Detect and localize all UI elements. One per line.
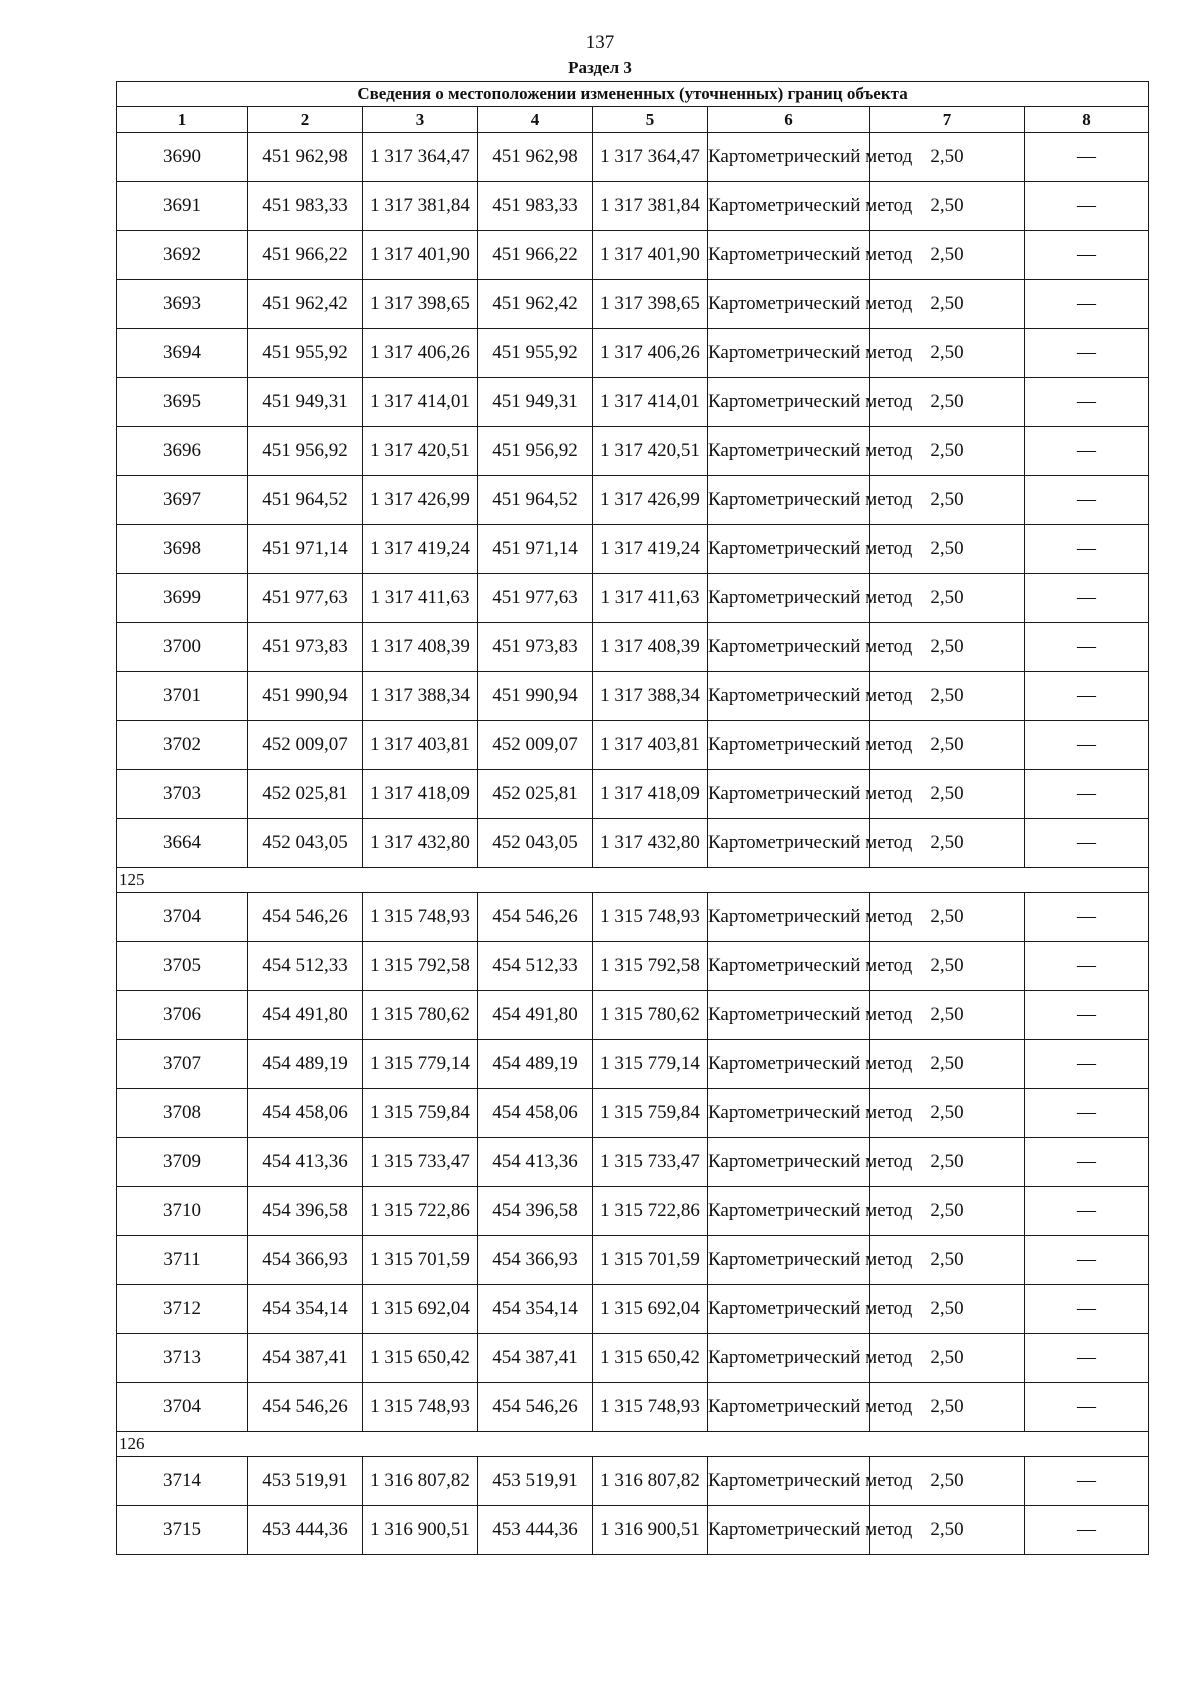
- contour-label: 125: [117, 868, 1149, 893]
- precision-cell: 2,50: [870, 525, 1025, 574]
- y-new-cell: 1 315 692,04: [593, 1285, 708, 1334]
- table-row: [117, 1187, 1149, 1236]
- y-new-cell: 1 317 418,09: [593, 770, 708, 819]
- column-header: 1: [117, 107, 248, 133]
- description-cell: —: [1025, 1187, 1149, 1236]
- x-old-cell: 453 519,91: [248, 1457, 363, 1506]
- x-old-cell: 452 025,81: [248, 770, 363, 819]
- y-new-cell: 1 315 748,93: [593, 1383, 708, 1432]
- precision-cell: 2,50: [870, 1138, 1025, 1187]
- method-cell: Картометрический метод: [708, 231, 870, 280]
- description-cell: —: [1025, 574, 1149, 623]
- table-row: [117, 1089, 1149, 1138]
- method-cell: Картометрический метод: [708, 942, 870, 991]
- description-cell: —: [1025, 1089, 1149, 1138]
- method-cell: Картометрический метод: [708, 893, 870, 942]
- point-number-cell: 3715: [117, 1506, 248, 1555]
- method-cell: Картометрический метод: [708, 991, 870, 1040]
- table-row: [117, 378, 1149, 427]
- point-number-cell: 3701: [117, 672, 248, 721]
- y-old-cell: 1 317 398,65: [363, 280, 478, 329]
- y-new-cell: 1 317 426,99: [593, 476, 708, 525]
- column-header: 5: [593, 107, 708, 133]
- precision-cell: 2,50: [870, 574, 1025, 623]
- precision-cell: 2,50: [870, 133, 1025, 182]
- description-cell: —: [1025, 623, 1149, 672]
- y-new-cell: 1 317 419,24: [593, 525, 708, 574]
- method-cell: Картометрический метод: [708, 1236, 870, 1285]
- precision-cell: 2,50: [870, 893, 1025, 942]
- x-old-cell: 454 491,80: [248, 991, 363, 1040]
- x-new-cell: 451 971,14: [478, 525, 593, 574]
- method-cell: Картометрический метод: [708, 1334, 870, 1383]
- point-number-cell: 3708: [117, 1089, 248, 1138]
- table-row: [117, 942, 1149, 991]
- x-new-cell: 454 489,19: [478, 1040, 593, 1089]
- y-old-cell: 1 317 419,24: [363, 525, 478, 574]
- table-row: [117, 231, 1149, 280]
- x-old-cell: 454 512,33: [248, 942, 363, 991]
- method-cell: Картометрический метод: [708, 574, 870, 623]
- y-old-cell: 1 317 420,51: [363, 427, 478, 476]
- x-new-cell: 451 955,92: [478, 329, 593, 378]
- x-new-cell: 453 444,36: [478, 1506, 593, 1555]
- column-header: 7: [870, 107, 1025, 133]
- table-row: [117, 1334, 1149, 1383]
- table-row: [117, 819, 1149, 868]
- method-cell: Картометрический метод: [708, 1089, 870, 1138]
- column-header: 4: [478, 107, 593, 133]
- x-new-cell: 451 949,31: [478, 378, 593, 427]
- y-old-cell: 1 315 779,14: [363, 1040, 478, 1089]
- precision-cell: 2,50: [870, 721, 1025, 770]
- precision-cell: 2,50: [870, 1187, 1025, 1236]
- method-cell: Картометрический метод: [708, 1457, 870, 1506]
- y-old-cell: 1 315 733,47: [363, 1138, 478, 1187]
- point-number-cell: 3696: [117, 427, 248, 476]
- y-new-cell: 1 315 759,84: [593, 1089, 708, 1138]
- x-old-cell: 451 956,92: [248, 427, 363, 476]
- y-old-cell: 1 317 403,81: [363, 721, 478, 770]
- table-row: [117, 574, 1149, 623]
- table-row: [117, 1285, 1149, 1334]
- table-row: [117, 1236, 1149, 1285]
- description-cell: —: [1025, 427, 1149, 476]
- table-body: [117, 133, 1149, 1555]
- description-cell: —: [1025, 721, 1149, 770]
- point-number-cell: 3664: [117, 819, 248, 868]
- description-cell: —: [1025, 1040, 1149, 1089]
- point-number-cell: 3714: [117, 1457, 248, 1506]
- point-number-cell: 3704: [117, 893, 248, 942]
- table-row: [117, 133, 1149, 182]
- precision-cell: 2,50: [870, 1334, 1025, 1383]
- method-cell: Картометрический метод: [708, 476, 870, 525]
- y-new-cell: 1 315 779,14: [593, 1040, 708, 1089]
- precision-cell: 2,50: [870, 476, 1025, 525]
- precision-cell: 2,50: [870, 280, 1025, 329]
- contour-group-row: [117, 868, 1149, 893]
- section-title: Раздел 3: [568, 58, 632, 77]
- description-cell: —: [1025, 770, 1149, 819]
- description-cell: —: [1025, 280, 1149, 329]
- y-new-cell: 1 315 722,86: [593, 1187, 708, 1236]
- column-header: 6: [708, 107, 870, 133]
- point-number-cell: 3691: [117, 182, 248, 231]
- description-cell: —: [1025, 1138, 1149, 1187]
- table-row: [117, 427, 1149, 476]
- table-row: [117, 623, 1149, 672]
- point-number-cell: 3695: [117, 378, 248, 427]
- table-row: [117, 1506, 1149, 1555]
- y-old-cell: 1 317 406,26: [363, 329, 478, 378]
- precision-cell: 2,50: [870, 623, 1025, 672]
- page-number: 137: [585, 32, 615, 53]
- description-cell: —: [1025, 329, 1149, 378]
- description-cell: —: [1025, 1285, 1149, 1334]
- table-row: [117, 770, 1149, 819]
- description-cell: —: [1025, 1383, 1149, 1432]
- x-new-cell: 454 387,41: [478, 1334, 593, 1383]
- y-new-cell: 1 317 432,80: [593, 819, 708, 868]
- point-number-cell: 3694: [117, 329, 248, 378]
- y-new-cell: 1 316 900,51: [593, 1506, 708, 1555]
- y-old-cell: 1 317 381,84: [363, 182, 478, 231]
- x-old-cell: 451 962,42: [248, 280, 363, 329]
- point-number-cell: 3706: [117, 991, 248, 1040]
- precision-cell: 2,50: [870, 991, 1025, 1040]
- y-old-cell: 1 315 701,59: [363, 1236, 478, 1285]
- point-number-cell: 3711: [117, 1236, 248, 1285]
- table-caption: Сведения о местоположении измененных (уточненных) границ объекта: [117, 82, 1149, 107]
- table-header-row: [117, 107, 1149, 133]
- description-cell: —: [1025, 525, 1149, 574]
- y-new-cell: 1 315 780,62: [593, 991, 708, 1040]
- y-new-cell: 1 317 401,90: [593, 231, 708, 280]
- x-old-cell: 451 966,22: [248, 231, 363, 280]
- table-row: [117, 1457, 1149, 1506]
- method-cell: Картометрический метод: [708, 1506, 870, 1555]
- x-old-cell: 451 964,52: [248, 476, 363, 525]
- precision-cell: 2,50: [870, 1506, 1025, 1555]
- x-old-cell: 454 413,36: [248, 1138, 363, 1187]
- x-old-cell: 454 366,93: [248, 1236, 363, 1285]
- point-number-cell: 3703: [117, 770, 248, 819]
- description-cell: —: [1025, 991, 1149, 1040]
- y-new-cell: 1 315 650,42: [593, 1334, 708, 1383]
- x-new-cell: 454 413,36: [478, 1138, 593, 1187]
- precision-cell: 2,50: [870, 942, 1025, 991]
- y-new-cell: 1 316 807,82: [593, 1457, 708, 1506]
- point-number-cell: 3692: [117, 231, 248, 280]
- table-row: [117, 182, 1149, 231]
- x-new-cell: 454 354,14: [478, 1285, 593, 1334]
- y-new-cell: 1 317 411,63: [593, 574, 708, 623]
- point-number-cell: 3693: [117, 280, 248, 329]
- x-new-cell: 451 962,42: [478, 280, 593, 329]
- table-row: [117, 280, 1149, 329]
- description-cell: —: [1025, 182, 1149, 231]
- x-new-cell: 453 519,91: [478, 1457, 593, 1506]
- description-cell: —: [1025, 231, 1149, 280]
- y-new-cell: 1 317 388,34: [593, 672, 708, 721]
- table-row: [117, 329, 1149, 378]
- method-cell: Картометрический метод: [708, 623, 870, 672]
- y-old-cell: 1 315 692,04: [363, 1285, 478, 1334]
- y-old-cell: 1 317 418,09: [363, 770, 478, 819]
- y-old-cell: 1 317 408,39: [363, 623, 478, 672]
- method-cell: Картометрический метод: [708, 1383, 870, 1432]
- column-header: 3: [363, 107, 478, 133]
- point-number-cell: 3704: [117, 1383, 248, 1432]
- x-old-cell: 451 973,83: [248, 623, 363, 672]
- method-cell: Картометрический метод: [708, 525, 870, 574]
- description-cell: —: [1025, 133, 1149, 182]
- y-new-cell: 1 317 420,51: [593, 427, 708, 476]
- precision-cell: 2,50: [870, 378, 1025, 427]
- method-cell: Картометрический метод: [708, 1138, 870, 1187]
- x-old-cell: 451 955,92: [248, 329, 363, 378]
- y-old-cell: 1 317 364,47: [363, 133, 478, 182]
- y-new-cell: 1 315 792,58: [593, 942, 708, 991]
- x-new-cell: 451 977,63: [478, 574, 593, 623]
- description-cell: —: [1025, 1334, 1149, 1383]
- x-old-cell: 451 949,31: [248, 378, 363, 427]
- table-row: [117, 991, 1149, 1040]
- precision-cell: 2,50: [870, 672, 1025, 721]
- y-new-cell: 1 317 408,39: [593, 623, 708, 672]
- table-row: [117, 476, 1149, 525]
- x-old-cell: 454 396,58: [248, 1187, 363, 1236]
- x-new-cell: 452 025,81: [478, 770, 593, 819]
- method-cell: Картометрический метод: [708, 133, 870, 182]
- x-old-cell: 452 043,05: [248, 819, 363, 868]
- description-cell: —: [1025, 476, 1149, 525]
- point-number-cell: 3699: [117, 574, 248, 623]
- point-number-cell: 3700: [117, 623, 248, 672]
- x-old-cell: 454 354,14: [248, 1285, 363, 1334]
- column-header: 8: [1025, 107, 1149, 133]
- precision-cell: 2,50: [870, 329, 1025, 378]
- x-old-cell: 451 977,63: [248, 574, 363, 623]
- method-cell: Картометрический метод: [708, 1187, 870, 1236]
- x-new-cell: 451 956,92: [478, 427, 593, 476]
- point-number-cell: 3690: [117, 133, 248, 182]
- description-cell: —: [1025, 1457, 1149, 1506]
- description-cell: —: [1025, 819, 1149, 868]
- point-number-cell: 3713: [117, 1334, 248, 1383]
- x-new-cell: 451 966,22: [478, 231, 593, 280]
- precision-cell: 2,50: [870, 819, 1025, 868]
- coordinates-table: [116, 81, 1149, 1555]
- precision-cell: 2,50: [870, 770, 1025, 819]
- x-new-cell: 451 964,52: [478, 476, 593, 525]
- table-row: [117, 525, 1149, 574]
- description-cell: —: [1025, 942, 1149, 991]
- x-new-cell: 454 396,58: [478, 1187, 593, 1236]
- y-old-cell: 1 315 748,93: [363, 1383, 478, 1432]
- y-new-cell: 1 317 403,81: [593, 721, 708, 770]
- y-old-cell: 1 317 401,90: [363, 231, 478, 280]
- y-old-cell: 1 315 780,62: [363, 991, 478, 1040]
- y-old-cell: 1 317 411,63: [363, 574, 478, 623]
- y-old-cell: 1 315 759,84: [363, 1089, 478, 1138]
- point-number-cell: 3710: [117, 1187, 248, 1236]
- point-number-cell: 3707: [117, 1040, 248, 1089]
- precision-cell: 2,50: [870, 1236, 1025, 1285]
- method-cell: Картометрический метод: [708, 672, 870, 721]
- y-old-cell: 1 317 426,99: [363, 476, 478, 525]
- description-cell: —: [1025, 1236, 1149, 1285]
- y-old-cell: 1 317 432,80: [363, 819, 478, 868]
- column-header: 2: [248, 107, 363, 133]
- x-new-cell: 454 546,26: [478, 1383, 593, 1432]
- description-cell: —: [1025, 378, 1149, 427]
- description-cell: —: [1025, 672, 1149, 721]
- x-new-cell: 451 990,94: [478, 672, 593, 721]
- table-row: [117, 1040, 1149, 1089]
- method-cell: Картометрический метод: [708, 182, 870, 231]
- method-cell: Картометрический метод: [708, 721, 870, 770]
- precision-cell: 2,50: [870, 182, 1025, 231]
- x-old-cell: 452 009,07: [248, 721, 363, 770]
- precision-cell: 2,50: [870, 1089, 1025, 1138]
- method-cell: Картометрический метод: [708, 280, 870, 329]
- table-row: [117, 1138, 1149, 1187]
- y-new-cell: 1 315 701,59: [593, 1236, 708, 1285]
- point-number-cell: 3709: [117, 1138, 248, 1187]
- point-number-cell: 3705: [117, 942, 248, 991]
- x-old-cell: 451 990,94: [248, 672, 363, 721]
- precision-cell: 2,50: [870, 1383, 1025, 1432]
- x-new-cell: 451 973,83: [478, 623, 593, 672]
- x-old-cell: 451 962,98: [248, 133, 363, 182]
- y-old-cell: 1 316 807,82: [363, 1457, 478, 1506]
- table-row: [117, 672, 1149, 721]
- point-number-cell: 3702: [117, 721, 248, 770]
- x-new-cell: 454 512,33: [478, 942, 593, 991]
- x-new-cell: 452 009,07: [478, 721, 593, 770]
- y-old-cell: 1 315 792,58: [363, 942, 478, 991]
- x-old-cell: 451 971,14: [248, 525, 363, 574]
- y-new-cell: 1 317 364,47: [593, 133, 708, 182]
- y-new-cell: 1 317 406,26: [593, 329, 708, 378]
- x-old-cell: 453 444,36: [248, 1506, 363, 1555]
- x-new-cell: 452 043,05: [478, 819, 593, 868]
- y-new-cell: 1 317 381,84: [593, 182, 708, 231]
- x-new-cell: 454 458,06: [478, 1089, 593, 1138]
- y-old-cell: 1 317 414,01: [363, 378, 478, 427]
- table-row: [117, 1383, 1149, 1432]
- y-new-cell: 1 315 733,47: [593, 1138, 708, 1187]
- y-new-cell: 1 317 414,01: [593, 378, 708, 427]
- description-cell: —: [1025, 893, 1149, 942]
- y-old-cell: 1 315 650,42: [363, 1334, 478, 1383]
- description-cell: —: [1025, 1506, 1149, 1555]
- point-number-cell: 3712: [117, 1285, 248, 1334]
- table-row: [117, 893, 1149, 942]
- contour-label: 126: [117, 1432, 1149, 1457]
- method-cell: Картометрический метод: [708, 819, 870, 868]
- y-old-cell: 1 317 388,34: [363, 672, 478, 721]
- y-old-cell: 1 315 748,93: [363, 893, 478, 942]
- x-new-cell: 451 962,98: [478, 133, 593, 182]
- method-cell: Картометрический метод: [708, 427, 870, 476]
- x-old-cell: 454 489,19: [248, 1040, 363, 1089]
- x-old-cell: 454 546,26: [248, 893, 363, 942]
- precision-cell: 2,50: [870, 1040, 1025, 1089]
- x-new-cell: 454 546,26: [478, 893, 593, 942]
- y-new-cell: 1 315 748,93: [593, 893, 708, 942]
- x-old-cell: 451 983,33: [248, 182, 363, 231]
- x-new-cell: 454 491,80: [478, 991, 593, 1040]
- x-old-cell: 454 387,41: [248, 1334, 363, 1383]
- y-new-cell: 1 317 398,65: [593, 280, 708, 329]
- x-new-cell: 451 983,33: [478, 182, 593, 231]
- point-number-cell: 3697: [117, 476, 248, 525]
- y-old-cell: 1 316 900,51: [363, 1506, 478, 1555]
- precision-cell: 2,50: [870, 231, 1025, 280]
- x-old-cell: 454 546,26: [248, 1383, 363, 1432]
- method-cell: Картометрический метод: [708, 770, 870, 819]
- precision-cell: 2,50: [870, 1457, 1025, 1506]
- contour-group-row: [117, 1432, 1149, 1457]
- precision-cell: 2,50: [870, 1285, 1025, 1334]
- table-row: [117, 721, 1149, 770]
- method-cell: Картометрический метод: [708, 378, 870, 427]
- y-old-cell: 1 315 722,86: [363, 1187, 478, 1236]
- method-cell: Картометрический метод: [708, 329, 870, 378]
- x-old-cell: 454 458,06: [248, 1089, 363, 1138]
- method-cell: Картометрический метод: [708, 1285, 870, 1334]
- method-cell: Картометрический метод: [708, 1040, 870, 1089]
- precision-cell: 2,50: [870, 427, 1025, 476]
- x-new-cell: 454 366,93: [478, 1236, 593, 1285]
- point-number-cell: 3698: [117, 525, 248, 574]
